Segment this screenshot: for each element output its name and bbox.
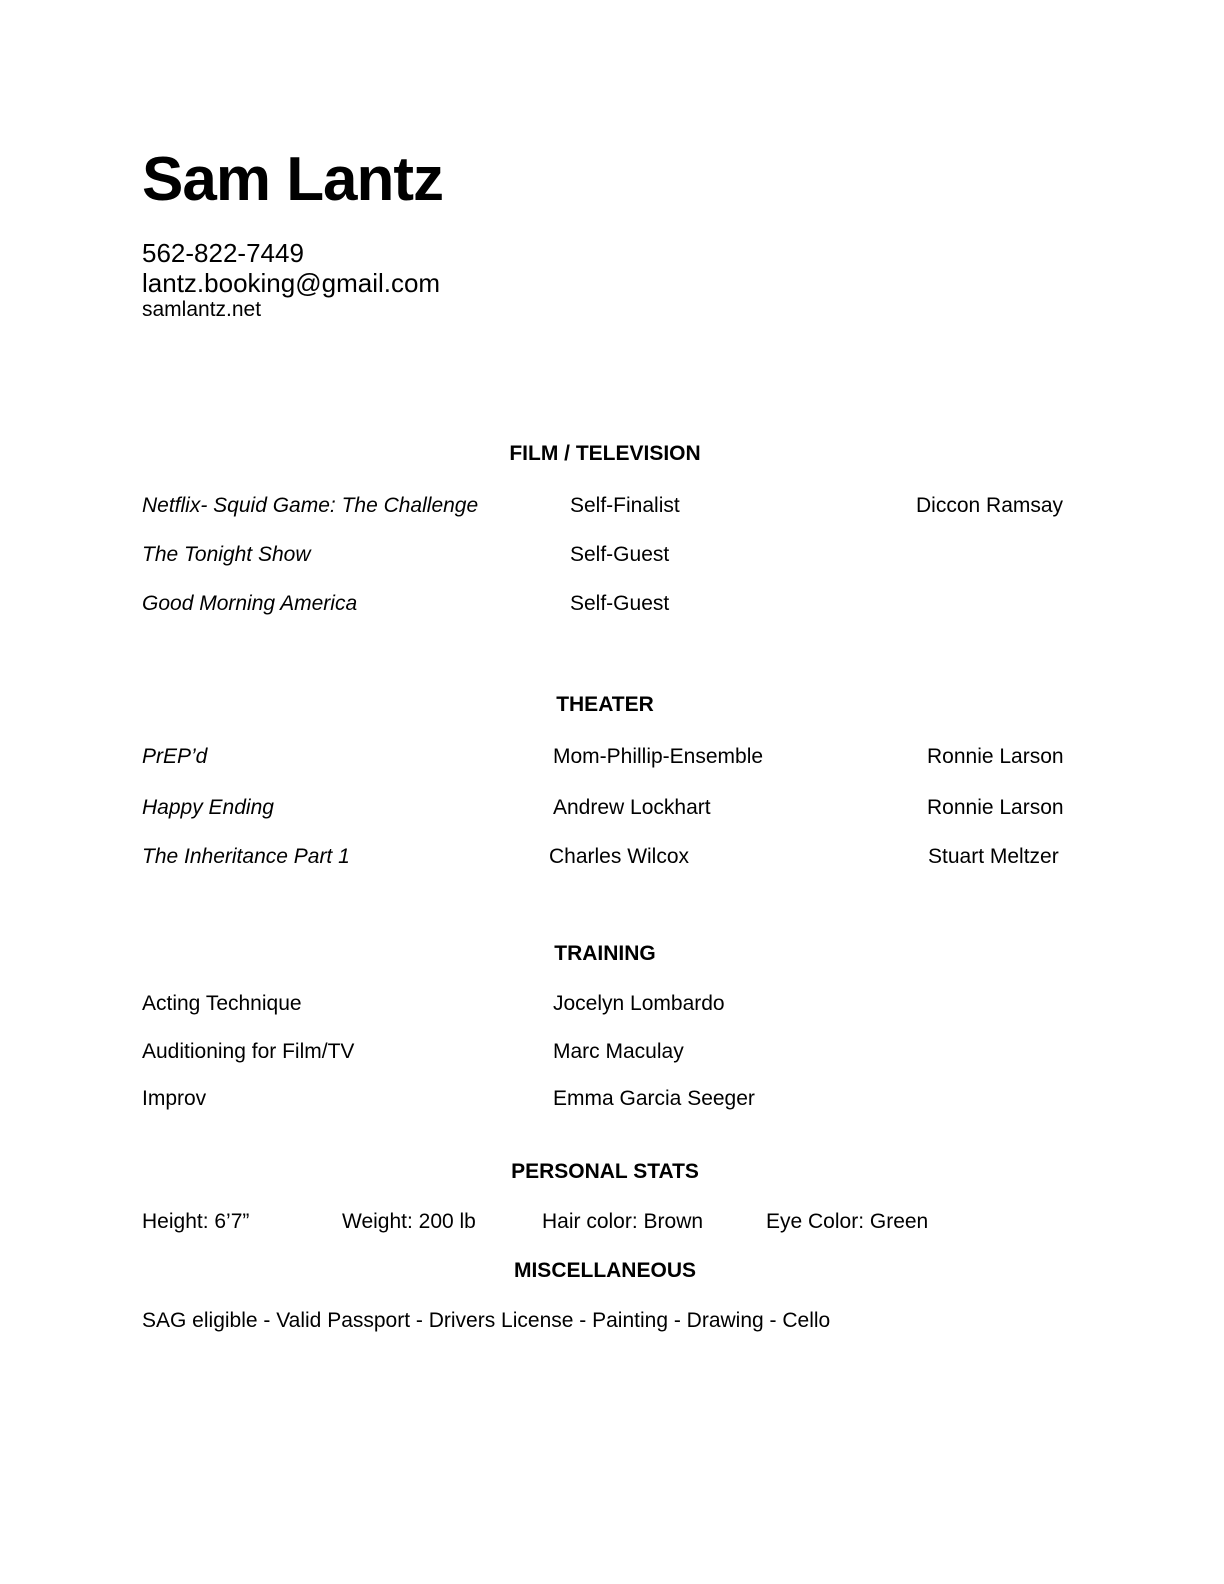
- phone-number: 562-822-7449: [142, 238, 304, 268]
- theater-director: Ronnie Larson: [927, 745, 1064, 768]
- personal-stats-heading: PERSONAL STATS: [511, 1160, 699, 1183]
- theater-role: Charles Wilcox: [549, 845, 690, 868]
- training-subject: Acting Technique: [142, 992, 302, 1015]
- theater-role: Andrew Lockhart: [553, 796, 711, 819]
- film-project: Netflix- Squid Game: The Challenge: [142, 494, 479, 517]
- theater-project: PrEP’d: [142, 745, 208, 768]
- website-url: samlantz.net: [142, 298, 262, 321]
- theater-director: Ronnie Larson: [927, 796, 1064, 819]
- film-role: Self-Finalist: [570, 494, 680, 517]
- theater-heading: THEATER: [556, 693, 654, 716]
- film-role: Self-Guest: [570, 592, 670, 615]
- training-teacher: Emma Garcia Seeger: [553, 1087, 755, 1110]
- misc-text: SAG eligible - Valid Passport - Drivers License - Painting - Drawing - Cello: [142, 1309, 831, 1332]
- email-address: lantz.booking@gmail.com: [142, 268, 441, 298]
- theater-role: Mom-Phillip-Ensemble: [553, 745, 764, 768]
- training-subject: Auditioning for Film/TV: [142, 1040, 355, 1063]
- stat-eyes: Eye Color: Green: [766, 1210, 929, 1233]
- film-tv-heading: FILM / TELEVISION: [509, 442, 701, 465]
- misc-heading: MISCELLANEOUS: [513, 1259, 696, 1282]
- training-subject: Improv: [142, 1087, 207, 1110]
- theater-project: Happy Ending: [142, 796, 274, 819]
- stat-height: Height: 6’7”: [142, 1210, 250, 1233]
- film-director: Diccon Ramsay: [916, 494, 1064, 517]
- training-heading: TRAINING: [554, 942, 656, 965]
- stat-hair: Hair color: Brown: [542, 1210, 704, 1233]
- film-role: Self-Guest: [570, 543, 670, 566]
- film-project: The Tonight Show: [142, 543, 311, 566]
- stat-weight: Weight: 200 lb: [342, 1210, 476, 1233]
- theater-project: The Inheritance Part 1: [142, 845, 350, 868]
- film-project: Good Morning America: [142, 592, 358, 615]
- training-teacher: Marc Maculay: [553, 1040, 684, 1063]
- actor-name: Sam Lantz: [142, 145, 444, 214]
- training-teacher: Jocelyn Lombardo: [553, 992, 725, 1015]
- theater-director: Stuart Meltzer: [928, 845, 1059, 868]
